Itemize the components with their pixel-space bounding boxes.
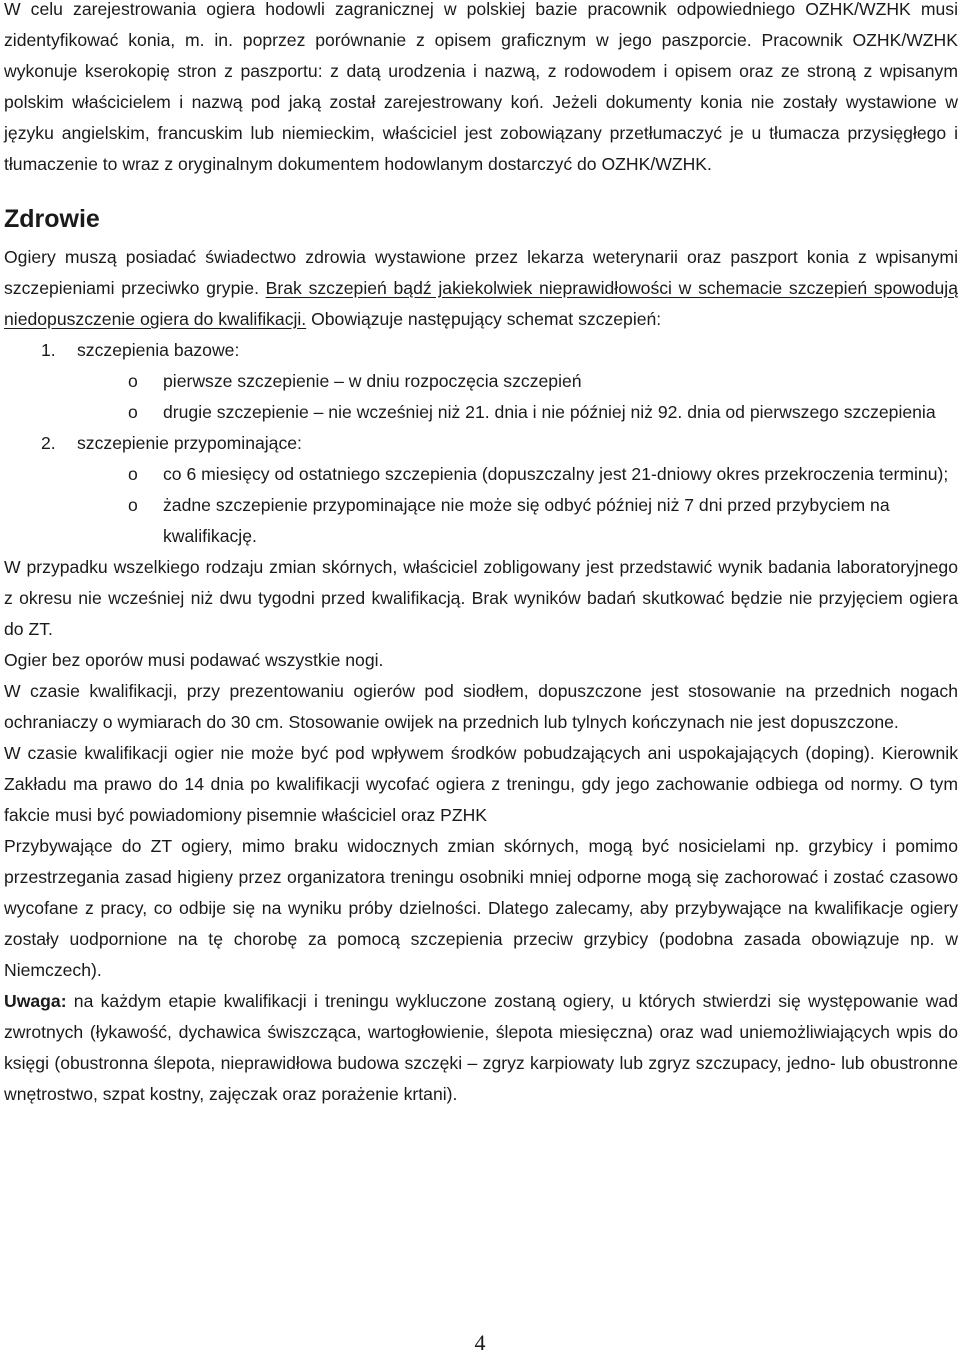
section-heading-health: Zdrowie [4,205,100,233]
health-paragraph-start: Ogiery muszą posiadać świadectwo zdrowia wystawione przez lekarza weterynarii oraz paszport konia z wpisanymi szczepieniami przeciwko grypie. [4,247,958,298]
scheme-subitem-text: żadne szczepienie przypominające nie może się odbyć później niż 7 dni przed przybyciem na kwalifikację. [163,495,890,546]
bullet-marker: o [128,464,138,484]
scheme-title: szczepienie przypominające: [77,433,302,453]
note-text: na każdym etapie kwalifikacji i treningu wykluczone zostaną ogiery, u których stwierdzi się występowanie wad zwrotnych (łykawość, dychawica świszcząca, wartogłowienie, ślepota miesięczna) oraz wad uniemożliwiających wpis do księgi (obustronna ślepota, nieprawidłowa budowa szczęki – zgryz karpiowaty lub zgryz szczupacy, jedno- lub obustronne wnętrostwo, szpat kostny, zajęczak oraz porażenie krtani). [4,991,958,1104]
scheme-number: 2. [41,433,56,453]
protectors-paragraph: W czasie kwalifikacji, przy prezentowaniu ogierów pod siodłem, dopuszczone jest stosowanie na przednich nogach ochraniaczy o wymiarach do 30 cm. Stosowanie owijek na przednich lub tylnych kończynach nie jest dopuszczone. [4,681,958,732]
scheme-subitem-text: co 6 miesięcy od ostatniego szczepienia (dopuszczalny jest 21-dniowy okres przekroczenia terminu); [163,464,949,484]
scheme-subitem-text: pierwsze szczepienie – w dniu rozpoczęcia szczepień [163,371,582,391]
scheme-item [4,428,958,552]
note-paragraph [4,986,958,1110]
scheme-sublist [4,459,958,552]
doping-paragraph: W czasie kwalifikacji ogier nie może być pod wpływem środków pobudzających ani uspokajających (doping). Kierownik Zakładu ma prawo do 14 dnia po kwalifikacji wycofać ogiera z treningu, gdy jego zachowanie odbiega od normy. O tym fakcie musi być powiadomiony pisemnie właściciel oraz PZHK [4,743,958,825]
health-paragraph-end: Obowiązuje następujący schemat szczepień: [306,309,662,329]
vaccination-scheme-list [4,335,958,552]
scheme-sublist [4,366,958,428]
legs-paragraph: Ogier bez oporów musi podawać wszystkie nogi. [4,650,384,670]
health-paragraph [4,242,958,335]
vaccination-warning-underlined: Brak szczepień bądź jakiekolwiek nieprawidłowości w schemacie szczepień spowodują niedopuszczenie ogiera do kwalifikacji. [4,278,958,329]
scheme-subitem [4,459,958,490]
scheme-subitem-text: drugie szczepienie – nie wcześniej niż 21. dnia i nie później niż 92. dnia od pierwszego szczepienia [163,402,936,422]
scheme-subitem [4,397,958,428]
bullet-marker: o [128,402,138,422]
scheme-item [4,335,958,428]
bullet-marker: o [128,495,138,515]
scheme-subitem [4,366,958,397]
scheme-subitem [4,490,958,552]
note-label: Uwaga: [4,991,67,1011]
scheme-title: szczepienia bazowe: [77,340,240,360]
scheme-number: 1. [41,340,56,360]
fungus-paragraph: Przybywające do ZT ogiery, mimo braku widocznych zmian skórnych, mogą być nosicielami np. grzybicy i pomimo przestrzegania zasad higieny przez organizatora treningu osobniki mniej odporne mogą się zachorować i zostać czasowo wycofane z pracy, co odbije się na wyniku próby dzielności. Dlatego zalecamy, aby przybywające na kwalifikacje ogiery zostały uodpornione na tę chorobę za pomocą szczepienia przeciw grzybicy (podobna zasada obowiązuje np. w Niemczech). [4,836,958,980]
document-body [4,0,958,1110]
bullet-marker: o [128,371,138,391]
skin-changes-paragraph: W przypadku wszelkiego rodzaju zmian skórnych, właściciel zobligowany jest przedstawić wynik badania laboratoryjnego z okresu nie wcześniej niż dwu tygodni przed kwalifikacją. Brak wyników badań skutkować będzie nie przyjęciem ogiera do ZT. [4,557,958,639]
intro-paragraph: W celu zarejestrowania ogiera hodowli zagranicznej w polskiej bazie pracownik odpowiedniego OZHK/WZHK musi zidentyfikować konia, m. in. poprzez porównanie z opisem graficznym w jego paszporcie. Pracownik OZHK/WZHK wykonuje kserokopię stron z paszportu: z datą urodzenia i nazwą, z rodowodem i opisem oraz ze stroną z wpisanym polskim właścicielem i nazwą pod jaką został zarejestrowany koń. Jeżeli dokumenty konia nie zostały wystawione w języku angielskim, francuskim lub niemieckim, właściciel jest zobowiązany przetłumaczyć je u tłumacza przysięgłego i tłumaczenie to wraz z oryginalnym dokumentem hodowlanym dostarczyć do OZHK/WZHK. [4,0,958,174]
page-number: 4 [474,1330,486,1355]
